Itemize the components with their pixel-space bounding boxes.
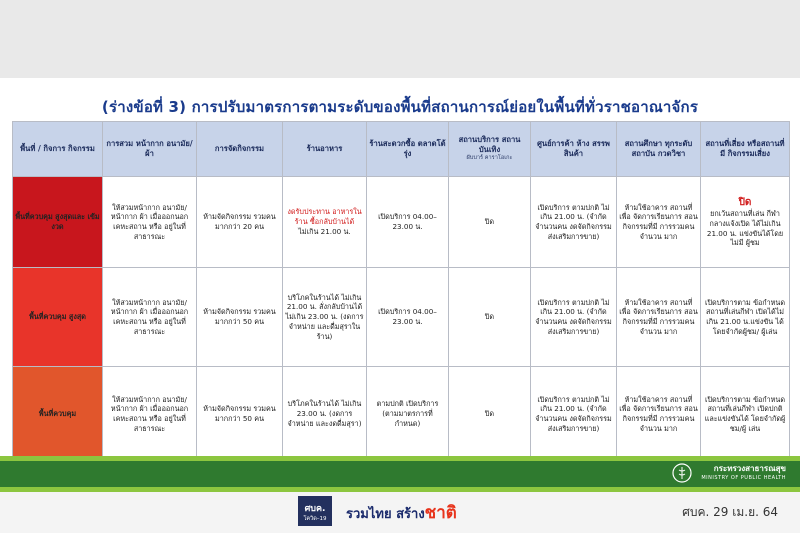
cell-store: เปิดบริการ 04.00–23.00 น. xyxy=(367,177,449,268)
cell-activity: ห้ามจัดกิจกรรม รวมคนมากกว่า 50 คน xyxy=(197,268,283,367)
covid-center-logo xyxy=(298,496,332,526)
header-restaurant: ร้านอาหาร xyxy=(283,122,367,177)
header-risk: สถานที่เสี่ยง หรือสถานที่มี กิจกรรมเสี่ยง xyxy=(701,122,790,177)
cell-mall: เปิดบริการ ตามปกติ ไม่เกิน 21.00 น. (จำกัดจำนวนคน งดจัดกิจกรรม ส่งเสริมการขาย) xyxy=(531,177,617,268)
header-entertainment-sub: ผับบาร์ คาราโอเกะ xyxy=(466,155,513,162)
cell-mask: ให้สวมหน้ากาก อนามัย/หน้ากาก ผ้า เมื่อออกนอก เคหะสถาน หรือ อยู่ในที่สาธารณะ xyxy=(103,268,197,367)
header-entertainment xyxy=(449,122,531,177)
cell-store: ตามปกติ เปิดบริการ (ตามมาตรการที่ กำหนด) xyxy=(367,367,449,462)
risk-closed: ปิด xyxy=(738,196,752,208)
cell-store: เปิดบริการ 04.00–23.00 น. xyxy=(367,268,449,367)
header-mall: ศูนย์การค้า ห้าง สรรพ สินค้า xyxy=(531,122,617,177)
covid-logo-top: ศบค. xyxy=(304,504,326,514)
covid-logo-bottom: โควิด–19 xyxy=(303,516,327,522)
cell-mall: เปิดบริการ ตามปกติ ไม่เกิน 21.00 น. (จำกัดจำนวนคน งดจัดกิจกรรม ส่งเสริมการขาย) xyxy=(531,367,617,462)
risk-exception: ยกเว้นสถานที่เล่น กีฬากลางแจ้งเปิด ได้ไม่เกิน 21.00 น. แข่งขันได้โดยไม่มี ผู้ชม xyxy=(706,209,784,248)
cell-mall: เปิดบริการ ตามปกติ ไม่เกิน 21.00 น. (จำกัดจำนวนคน งดจัดกิจกรรม ส่งเสริมการขาย) xyxy=(531,268,617,367)
cell-activity: ห้ามจัดกิจกรรม รวมคนมากกว่า 20 คน xyxy=(197,177,283,268)
cell-activity: ห้ามจัดกิจกรรม รวมคนมากกว่า 50 คน xyxy=(197,367,283,462)
ministry-en: MINISTRY OF PUBLIC HEALTH xyxy=(701,475,786,481)
cell-entertainment: ปิด xyxy=(449,268,531,367)
header-activity: การจัดกิจกรรม xyxy=(197,122,283,177)
cell-mask: ให้สวมหน้ากาก อนามัย/หน้ากาก ผ้า เมื่อออกนอก เคหะสถาน หรือ อยู่ในที่สาธารณะ xyxy=(103,367,197,462)
zone-max: พื้นที่ควบคุม สูงสุด xyxy=(13,268,103,367)
cell-school: ห้ามใช้อาคาร สถานที่ เพื่อ จัดการเรียนการ สอน กิจกรรมที่มี การรวมคนจำนวน มาก xyxy=(617,367,701,462)
cell-entertainment: ปิด xyxy=(449,367,531,462)
cell-mask: ให้สวมหน้ากาก อนามัย/หน้ากาก ผ้า เมื่อออกนอก เคหะสถาน หรือ อยู่ในที่สาธารณะ xyxy=(103,177,197,268)
cell-school: ห้ามใช้อาคาร สถานที่ เพื่อ จัดการเรียนการ สอน กิจกรรมที่มี การรวมคนจำนวน มาก xyxy=(617,177,701,268)
restaurant-note: งดรับประทาน อาหารในร้าน ซื้อกลับบ้านได้ xyxy=(287,207,362,227)
ministry-label xyxy=(701,462,786,481)
cell-risk xyxy=(701,177,790,268)
zone-max-strict: พื้นที่ควบคุม สูงสุดและ เข้มงวด xyxy=(13,177,103,268)
table-row xyxy=(13,177,790,268)
table-row xyxy=(13,367,790,462)
cell-restaurant: บริโภคในร้านได้ ไม่เกิน 23.00 น. (งดการจำหน่าย และงดดื่มสุรา) xyxy=(283,367,367,462)
slogan-highlight: ชาติ xyxy=(424,503,457,523)
cell-risk: เปิดบริการตาม ข้อกำหนด สถานที่เล่นกีฬา เปิดได้ไม่เกิน 21.00 น.แข่งขัน ได้โดยจำกัดผู้ชม/ ผู้เล่น xyxy=(701,268,790,367)
restaurant-time: ไม่เกิน 21.00 น. xyxy=(298,226,351,236)
date-stamp: ศบค. 29 เม.ย. 64 xyxy=(682,505,778,519)
page-title: (ร่างข้อที่ 3) การปรับมาตรการตามระดับของพื้นที่สถานการณ์ย่อยในพื้นที่ทั่วราชอาณาจักร xyxy=(101,98,699,116)
ministry-th: กระทรวงสาธารณสุข xyxy=(713,464,786,473)
slogan-text: รวมไทย สร้าง xyxy=(346,507,425,522)
cell-entertainment: ปิด xyxy=(449,177,531,268)
cell-restaurant: บริโภคในร้านได้ ไม่เกิน 21.00 น. สั่งกลับบ้านได้ ไม่เกิน 23.00 น. (งดการจำหน่าย และดื่มสุราในร้าน) xyxy=(283,268,367,367)
header-school: สถานศึกษา ทุกระดับ สถาบัน กวดวิชา xyxy=(617,122,701,177)
top-banner xyxy=(0,0,800,78)
ministry-emblem-icon xyxy=(672,463,692,483)
header-store: ร้านสะดวกซื้อ ตลาดโต้รุ่ง xyxy=(367,122,449,177)
header-row xyxy=(13,122,790,177)
header-entertainment-label: สถานบริการ สถานบันเทิง xyxy=(458,134,521,155)
header-area: พื้นที่ / กิจการ กิจกรรม xyxy=(13,122,103,177)
header-mask: การสวม หน้ากาก อนามัย/ผ้า xyxy=(103,122,197,177)
cell-restaurant xyxy=(283,177,367,268)
measures-table xyxy=(12,121,790,462)
cell-school: ห้ามใช้อาคาร สถานที่ เพื่อ จัดการเรียนการ สอน กิจกรรมที่มี การรวมคนจำนวน มาก xyxy=(617,268,701,367)
slogan xyxy=(346,499,457,526)
table-row xyxy=(13,268,790,367)
zone-control: พื้นที่ควบคุม xyxy=(13,367,103,462)
cell-risk: เปิดบริการตาม ข้อกำหนด สถานที่เล่นกีฬา เปิดปกติและแข่งขันได้ โดยจำกัดผู้ชม/ผู้ เล่น xyxy=(701,367,790,462)
